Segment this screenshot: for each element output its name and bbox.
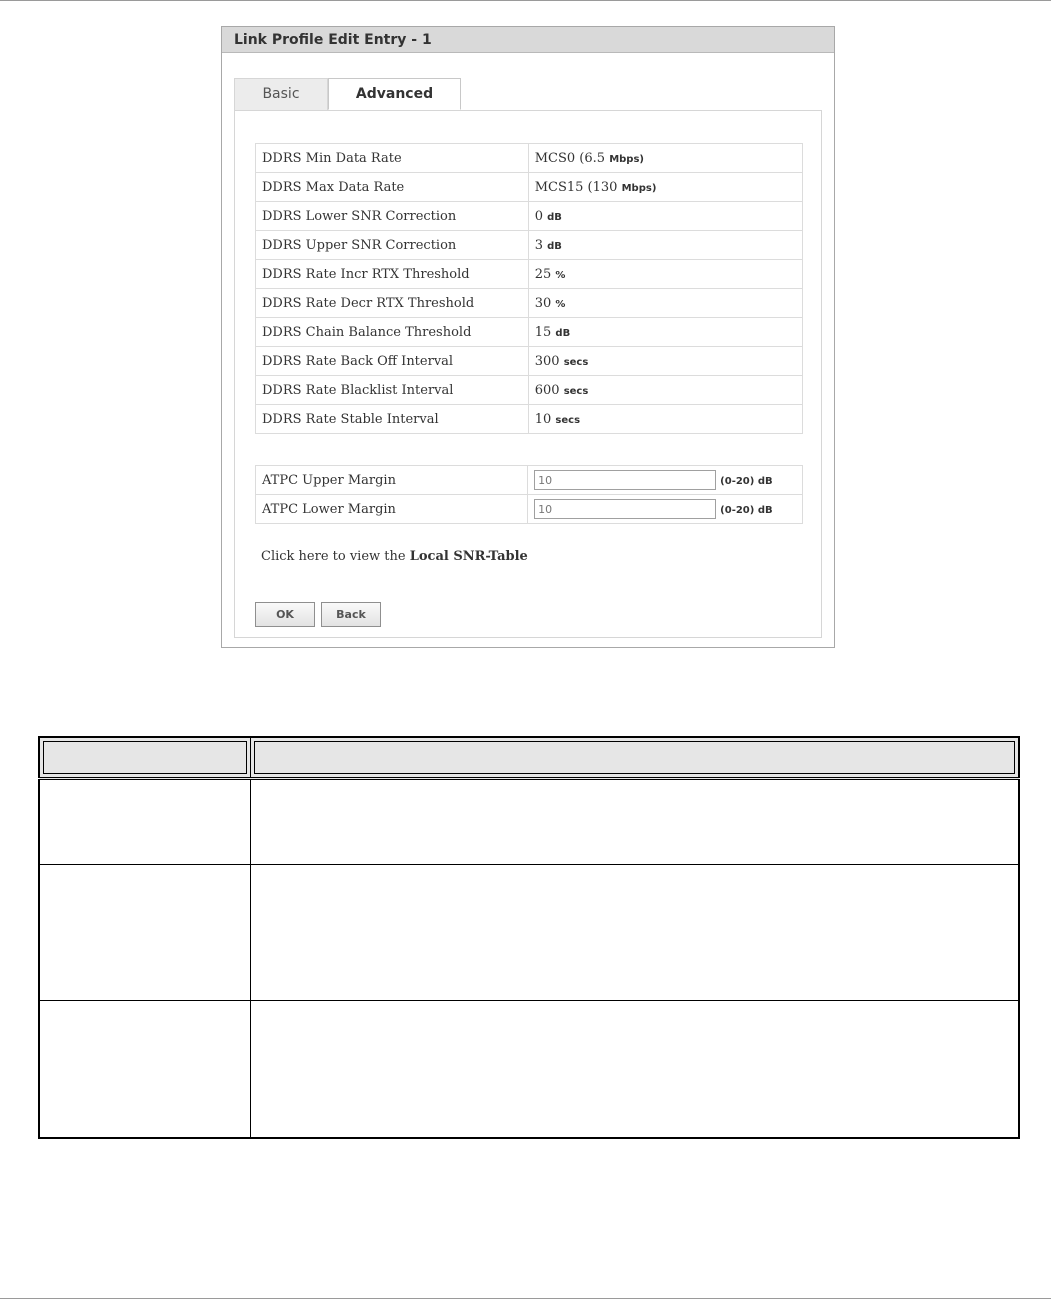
ddrs-rate-stable-interval-value [528, 405, 802, 434]
ddrs-rate-blacklist-interval-value [528, 376, 802, 405]
unit-text: dB [547, 240, 562, 252]
unit-text: % [555, 298, 566, 310]
snr-table-link-line [261, 549, 528, 564]
ddrs-lower-snr-correction-label: DDRS Lower SNR Correction [256, 202, 529, 231]
header-cell-parameter [39, 737, 250, 779]
ddrs-settings-table [255, 143, 803, 434]
tab-basic[interactable]: Basic [234, 78, 328, 110]
atpc-lower-margin-cell [528, 495, 803, 524]
table-row [256, 144, 803, 173]
table-row [256, 347, 803, 376]
atpc-settings-table [255, 465, 803, 524]
table-cell [39, 779, 250, 865]
unit-text: secs [555, 414, 581, 426]
range-text: (0-20) dB [720, 475, 773, 487]
unit-text: dB [555, 327, 571, 339]
header-cell-description [250, 737, 1019, 779]
table-row [39, 1001, 1019, 1138]
table-cell [250, 779, 1019, 865]
unit-text: dB [547, 211, 562, 223]
local-snr-table-link[interactable]: Local SNR-Table [409, 549, 528, 564]
table-row [256, 289, 803, 318]
table-row [39, 779, 1019, 865]
page-top-rule [0, 0, 1051, 1]
table-row [256, 376, 803, 405]
table-row [256, 405, 803, 434]
advanced-tab-content [234, 110, 822, 638]
table-header-row [39, 737, 1019, 779]
range-text: (0-20) dB [720, 504, 773, 516]
table-row [256, 231, 803, 260]
atpc-upper-margin-cell [528, 466, 803, 495]
table-row [256, 466, 803, 495]
atpc-upper-margin-label: ATPC Upper Margin [256, 466, 528, 495]
atpc-lower-margin-label: ATPC Lower Margin [256, 495, 528, 524]
ddrs-rate-decr-rtx-threshold-value [528, 289, 802, 318]
table-row [256, 202, 803, 231]
value-text: 15 [534, 324, 552, 340]
table-row [256, 318, 803, 347]
atpc-lower-margin-input[interactable] [534, 499, 716, 519]
value-text: MCS0 (6.5 [534, 150, 606, 166]
value-text: MCS15 (130 [534, 179, 618, 195]
ddrs-rate-incr-rtx-threshold-value [528, 260, 802, 289]
ok-button[interactable]: OK [255, 602, 315, 627]
ddrs-rate-back-off-interval-value [528, 347, 802, 376]
table-row [256, 173, 803, 202]
unit-text: secs [563, 385, 589, 397]
unit-text: secs [563, 356, 589, 368]
ddrs-upper-snr-correction-label: DDRS Upper SNR Correction [256, 231, 529, 260]
ddrs-rate-back-off-interval-label: DDRS Rate Back Off Interval [256, 347, 529, 376]
ddrs-rate-blacklist-interval-label: DDRS Rate Blacklist Interval [256, 376, 529, 405]
snr-link-prefix: Click here to view the [261, 549, 406, 564]
dialog-title: Link Profile Edit Entry - 1 [222, 27, 834, 53]
ddrs-chain-balance-threshold-label: DDRS Chain Balance Threshold [256, 318, 529, 347]
ddrs-upper-snr-correction-value [528, 231, 802, 260]
value-text: 30 [534, 295, 552, 311]
ddrs-chain-balance-threshold-value [528, 318, 802, 347]
table-row [39, 865, 1019, 1001]
unit-text: Mbps) [621, 182, 657, 194]
unit-text: Mbps) [609, 153, 644, 165]
ddrs-min-data-rate-label: DDRS Min Data Rate [256, 144, 529, 173]
atpc-upper-margin-input[interactable] [534, 470, 716, 490]
ddrs-rate-stable-interval-label: DDRS Rate Stable Interval [256, 405, 529, 434]
ddrs-lower-snr-correction-value [528, 202, 802, 231]
value-text: 600 [534, 382, 560, 398]
table-cell [250, 1001, 1019, 1138]
value-text: 300 [534, 353, 560, 369]
back-button[interactable]: Back [321, 602, 381, 627]
value-text: 10 [534, 411, 552, 427]
value-text: 0 [534, 208, 543, 224]
table-cell [39, 1001, 250, 1138]
table-cell [250, 865, 1019, 1001]
table-row [256, 260, 803, 289]
ddrs-min-data-rate-value [528, 144, 802, 173]
value-text: 3 [534, 237, 543, 253]
page-bottom-rule [0, 1298, 1051, 1299]
table-cell [39, 865, 250, 1001]
ddrs-max-data-rate-label: DDRS Max Data Rate [256, 173, 529, 202]
parameter-description-table [38, 736, 1020, 1139]
ddrs-rate-incr-rtx-threshold-label: DDRS Rate Incr RTX Threshold [256, 260, 529, 289]
value-text: 25 [534, 266, 552, 282]
ddrs-max-data-rate-value [528, 173, 802, 202]
link-profile-edit-dialog [221, 26, 835, 648]
unit-text: % [555, 269, 566, 281]
ddrs-rate-decr-rtx-threshold-label: DDRS Rate Decr RTX Threshold [256, 289, 529, 318]
table-row [256, 495, 803, 524]
tab-advanced[interactable]: Advanced [328, 78, 461, 110]
